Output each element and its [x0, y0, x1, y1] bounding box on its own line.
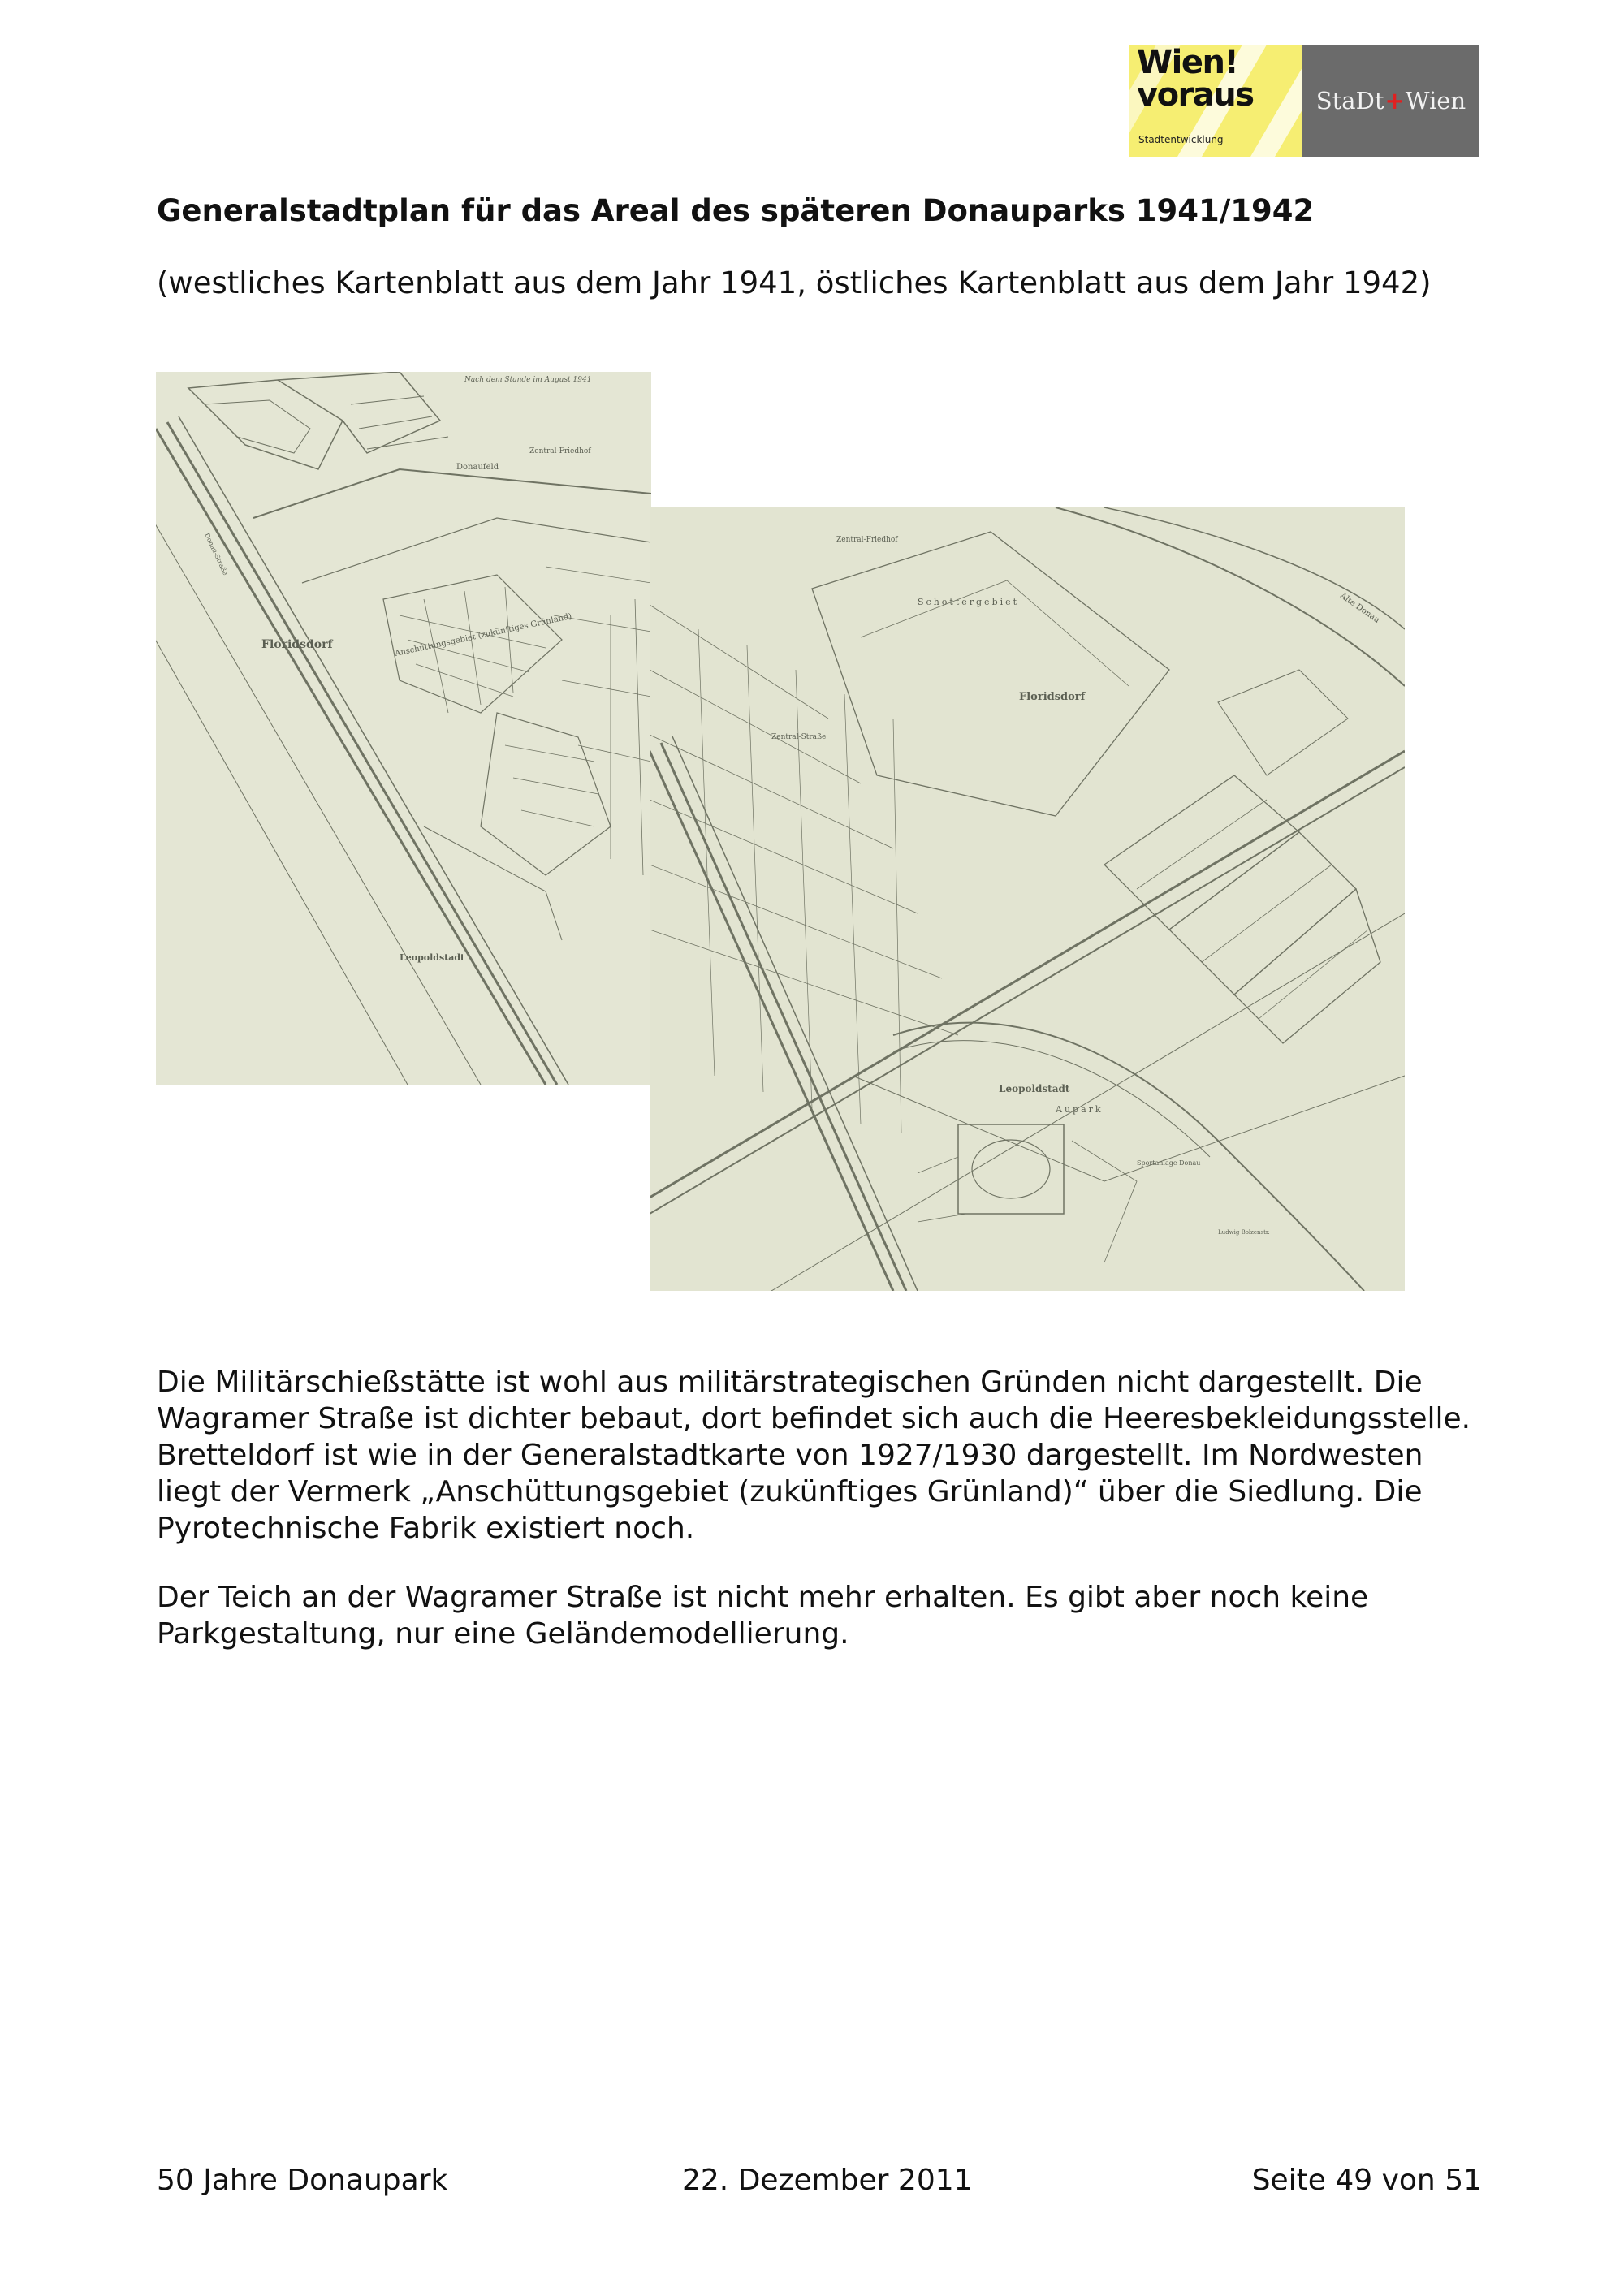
- map-west-drawing: [156, 372, 651, 1085]
- wien-voraus-logo: [1129, 45, 1302, 157]
- stadt-wien-part1: StaDt: [1315, 87, 1384, 114]
- map-west-label-leopoldstadt: Leopoldstadt: [400, 952, 465, 963]
- body-paragraph-1: Die Militärschießstätte ist wohl aus militärstrategischen Gründen nicht dargestellt. Die Wagramer Straße ist dichter bebaut, dort befindet sich auch die Heeresbekleidungsstelle. Bretteldorf ist wie in der Generalstadtkarte von 1927/1930 dargestellt. Im Nordwesten liegt der Vermerk „Anschüttungsgebiet (zukünftiges Grünland)“ über die Siedlung. Die Pyrotechnische Fabrik existiert noch.: [157, 1366, 1471, 1545]
- map-west-label-friedhof: Zentral-Friedhof: [529, 447, 591, 455]
- body-paragraph-2: Der Teich an der Wagramer Straße ist nicht mehr erhalten. Es gibt aber noch keine Parkgestaltung, nur eine Geländemodellierung.: [157, 1581, 1369, 1651]
- map-east-label-sportanlage: Sportanlage Donau: [1137, 1159, 1201, 1167]
- map-east-label-zentralstrasse: Zentral-Straße: [771, 733, 827, 741]
- map-east-label-bolzen: Ludwig Bolzenstr.: [1218, 1229, 1270, 1236]
- map-west-label-floridsdorf: Floridsdorf: [261, 638, 333, 651]
- page-title: Generalstadtplan für das Areal des späteren Donauparks 1941/1942: [157, 193, 1315, 228]
- map-east-drawing: [650, 507, 1405, 1291]
- logo-title-line1: Wien!: [1137, 45, 1238, 81]
- logo-title: [1137, 45, 1254, 114]
- stadt-wien-part2: Wien: [1405, 87, 1466, 114]
- map-east-label-floridsdorf: Floridsdorf: [1019, 691, 1086, 703]
- map-west-1941: [156, 372, 651, 1085]
- map-west-header-note: Nach dem Stande im August 1941: [464, 376, 592, 384]
- stadt-wien-cross: +: [1384, 87, 1405, 114]
- map-west-label-donaufeld: Donaufeld: [456, 463, 499, 472]
- map-east-label-schottergebiet: Schottergebiet: [918, 597, 1020, 607]
- stadt-wien-logo: [1302, 45, 1479, 157]
- footer-page-number: Seite 49 von 51: [1251, 2164, 1482, 2197]
- footer-document-title: 50 Jahre Donaupark: [157, 2164, 448, 2197]
- footer-date: 22. Dezember 2011: [682, 2164, 973, 2197]
- logo-title-line2: voraus: [1137, 76, 1254, 114]
- map-east-label-friedhof: Zentral-Friedhof: [836, 536, 898, 544]
- map-west-label-anschuettung: Anschüttungsgebiet (zukünftiges Grünland): [394, 611, 573, 658]
- map-east-label-aupark: Aupark: [1056, 1104, 1104, 1115]
- map-east-1942: [650, 507, 1405, 1291]
- map-east-label-alte-donau: Alte Donau: [1338, 591, 1381, 625]
- logo: [1129, 45, 1479, 157]
- logo-subtitle: Stadtentwicklung: [1138, 134, 1224, 145]
- map-east-label-leopoldstadt: Leopoldstadt: [999, 1083, 1070, 1094]
- page-subtitle: (westliches Kartenblatt aus dem Jahr 1941, östliches Kartenblatt aus dem Jahr 1942): [157, 265, 1432, 300]
- map-west-label-strasse: Donau-Straße: [203, 532, 230, 576]
